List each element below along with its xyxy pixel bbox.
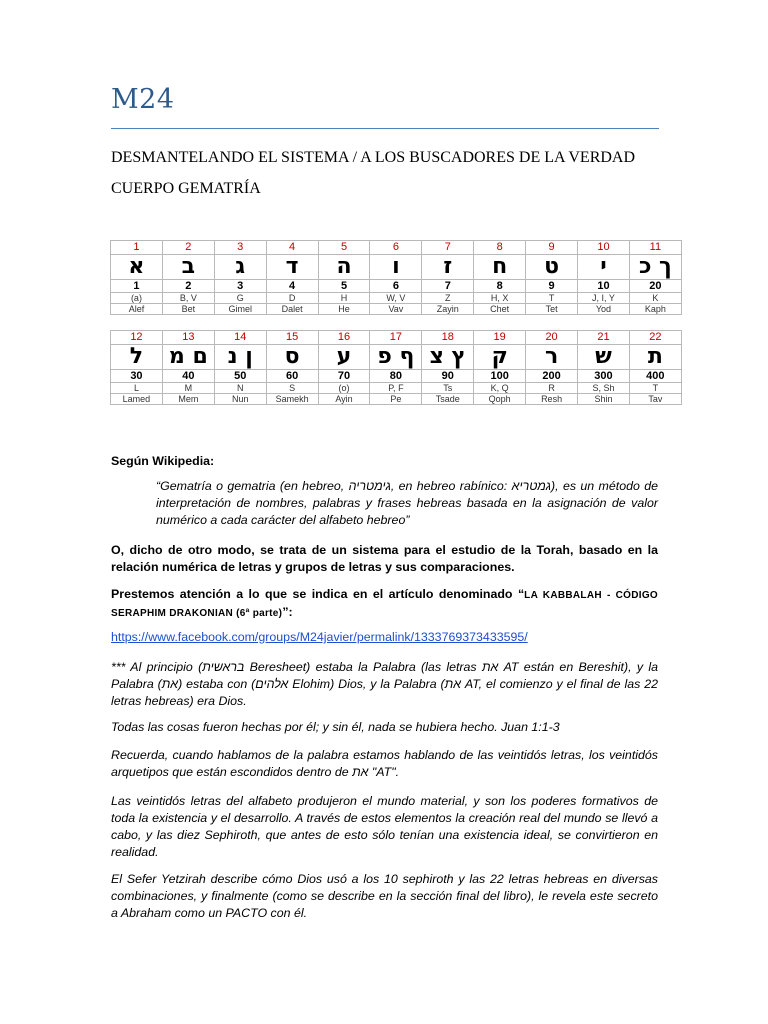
letter-value: 40 [162,370,214,383]
letter-value: 3 [214,280,266,293]
letter-value: 50 [214,370,266,383]
latin-equivalent: M [162,383,214,394]
table-row-letter-name [111,304,682,315]
latin-equivalent: B, V [162,293,214,304]
letter-value: 6 [370,280,422,293]
letter-name: Vav [370,304,422,315]
latin-equivalent: (o) [318,383,370,394]
letter-value: 10 [578,280,630,293]
paragraph-4: Todas las cosas fueron hechas por él; y sin él, nada se hubiera hecho. Juan 1:1-3 [111,720,560,734]
letter-number: 18 [422,331,474,345]
letter-number: 11 [629,241,681,255]
hebrew-letter: א [111,255,163,280]
paragraph-2-end: ”: [282,605,293,619]
letter-number: 7 [422,241,474,255]
letter-name: Dalet [266,304,318,315]
letter-value: 300 [578,370,630,383]
table-row-letter-value [111,280,682,293]
latin-equivalent: (a) [111,293,163,304]
hebrew-letter: ח [474,255,526,280]
letter-name: Tet [526,304,578,315]
hebrew-letter: ז [422,255,474,280]
letter-value: 5 [318,280,370,293]
letter-name: Pe [370,394,422,405]
letter-number: 2 [162,241,214,255]
hebrew-letter: ן נ [214,345,266,370]
letter-number: 12 [111,331,163,345]
letter-value: 80 [370,370,422,383]
latin-equivalent: S, Sh [578,383,630,394]
hebrew-letter: ל [111,345,163,370]
hebrew-letter: ק [474,345,526,370]
table-row-letter-number [111,241,682,255]
paragraph-7: El Sefer Yetzirah describe cómo Dios usó a los 10 sephiroth y las 22 letras hebreas en diversas combinaciones, y finalmente (como se describe en la sección final del libro), le revela este secreto a Abraham como un PACTO con él. [111,872,658,920]
letter-number: 15 [266,331,318,345]
latin-equivalent: T [629,383,681,394]
hebrew-letter: י [578,255,630,280]
latin-equivalent: R [526,383,578,394]
letter-name: Yod [578,304,630,315]
letter-value: 200 [526,370,578,383]
source-label: Según Wikipedia: [111,454,215,468]
letter-value: 9 [526,280,578,293]
table-row-latin-equivalent [111,293,682,304]
letter-name: Kaph [629,304,681,315]
table-row-hebrew-letter [111,255,682,280]
wikipedia-quote: “Gematría o gematria (en hebreo, גימטריה, en hebreo rabínico: גמטריא), es un método de interpretación de nombres, palabras y frases hebreas basada en la asignación de valor numérico a cada carácter del alfabeto hebreo” [156,479,658,527]
paragraph-6: Las veintidós letras del alfabeto produjeron el mundo material, y son los poderes formativos de toda la existencia y el desarrollo. A través de estos elementos la creación real del mundo se llevó a cabo, y las diez Sephiroth, que antes de esto sólo tenían una existencia ideal, se convirtieron en realidad. [111,794,658,859]
latin-equivalent: D [266,293,318,304]
article-title: LA KABBALAH - CÓDIGO SERAPHIM DRAKONIAN (6ª parte) [111,590,659,619]
letter-number: 21 [578,331,630,345]
letter-name: Shin [578,394,630,405]
letter-number: 1 [111,241,163,255]
latin-equivalent: N [214,383,266,394]
letter-name: Chet [474,304,526,315]
letter-name: Gimel [214,304,266,315]
letter-number: 17 [370,331,422,345]
hebrew-letter: ם מ [162,345,214,370]
gematria-table-row-1 [110,240,682,315]
heading-sub: CUERPO GEMATRÍA [111,180,261,197]
latin-equivalent: Ts [422,383,474,394]
hebrew-letter: ץ צ [422,345,474,370]
document-title: M24 [111,84,175,115]
letter-number: 20 [526,331,578,345]
letter-name: Ayin [318,394,370,405]
table-row-hebrew-letter [111,345,682,370]
letter-value: 70 [318,370,370,383]
letter-value: 400 [629,370,681,383]
latin-equivalent: Z [422,293,474,304]
paragraph-2-text: Prestemos atención a lo que se indica en el artículo denominado “ [111,587,525,601]
letter-name: Tav [629,394,681,405]
article-link[interactable]: https://www.facebook.com/groups/M24javier/permalink/1333769373433595/ [111,630,528,644]
heading-main: DESMANTELANDO EL SISTEMA / A LOS BUSCADORES DE LA VERDAD [111,149,636,166]
hebrew-letter: ד [266,255,318,280]
table-row-latin-equivalent [111,383,682,394]
letter-name: Alef [111,304,163,315]
hebrew-letter: ך כ [629,255,681,280]
letter-number: 16 [318,331,370,345]
latin-equivalent: H [318,293,370,304]
letter-number: 8 [474,241,526,255]
latin-equivalent: G [214,293,266,304]
hebrew-letter: ש [578,345,630,370]
letter-name: He [318,304,370,315]
letter-name: Zayin [422,304,474,315]
letter-number: 5 [318,241,370,255]
letter-value: 8 [474,280,526,293]
table-row-letter-name [111,394,682,405]
letter-name: Lamed [111,394,163,405]
letter-value: 2 [162,280,214,293]
letter-name: Tsade [422,394,474,405]
letter-name: Bet [162,304,214,315]
latin-equivalent: S [266,383,318,394]
hebrew-letter: ע [318,345,370,370]
gematria-table-row-2 [110,330,682,405]
latin-equivalent: H, X [474,293,526,304]
letter-value: 90 [422,370,474,383]
letter-number: 13 [162,331,214,345]
paragraph-3: *** Al principio (בראשית Beresheet) estaba la Palabra (las letras את AT están en Bereshit), y la Palabra (את) estaba con (אלהים Elohim) Dios, y la Palabra (את AT, el comienzo y el final de las 22 letras hebreas) era Dios. [111,660,658,708]
title-divider [111,128,659,129]
letter-name: Resh [526,394,578,405]
letter-number: 10 [578,241,630,255]
letter-number: 14 [214,331,266,345]
letter-number: 22 [629,331,681,345]
hebrew-letter: ס [266,345,318,370]
letter-name: Qoph [474,394,526,405]
hebrew-letter: ב [162,255,214,280]
letter-number: 9 [526,241,578,255]
latin-equivalent: K, Q [474,383,526,394]
letter-value: 30 [111,370,163,383]
latin-equivalent: P, F [370,383,422,394]
letter-value: 20 [629,280,681,293]
article-link-line [111,629,658,646]
table-row-letter-number [111,331,682,345]
hebrew-letter: ף פ [370,345,422,370]
latin-equivalent: L [111,383,163,394]
letter-value: 4 [266,280,318,293]
paragraph-1: O, dicho de otro modo, se trata de un sistema para el estudio de la Torah, basado en la relación numérica de letras y grupos de letras y sus comparaciones. [111,543,658,574]
letter-name: Nun [214,394,266,405]
hebrew-letter: ת [629,345,681,370]
letter-value: 60 [266,370,318,383]
letter-number: 3 [214,241,266,255]
letter-number: 6 [370,241,422,255]
letter-value: 7 [422,280,474,293]
hebrew-letter: ה [318,255,370,280]
hebrew-letter: ו [370,255,422,280]
letter-value: 100 [474,370,526,383]
hebrew-letter: ר [526,345,578,370]
letter-number: 4 [266,241,318,255]
letter-name: Mem [162,394,214,405]
paragraph-5: Recuerda, cuando hablamos de la palabra estamos hablando de las veintidós letras, los veintidós arquetipos que están escondidos dentro de את "AT". [111,748,658,779]
latin-equivalent: W, V [370,293,422,304]
hebrew-letter: ג [214,255,266,280]
table-row-letter-value [111,370,682,383]
latin-equivalent: K [629,293,681,304]
latin-equivalent: J, I, Y [578,293,630,304]
letter-value: 1 [111,280,163,293]
paragraph-2 [111,586,658,622]
letter-name: Samekh [266,394,318,405]
hebrew-letter: ט [526,255,578,280]
letter-number: 19 [474,331,526,345]
latin-equivalent: T [526,293,578,304]
